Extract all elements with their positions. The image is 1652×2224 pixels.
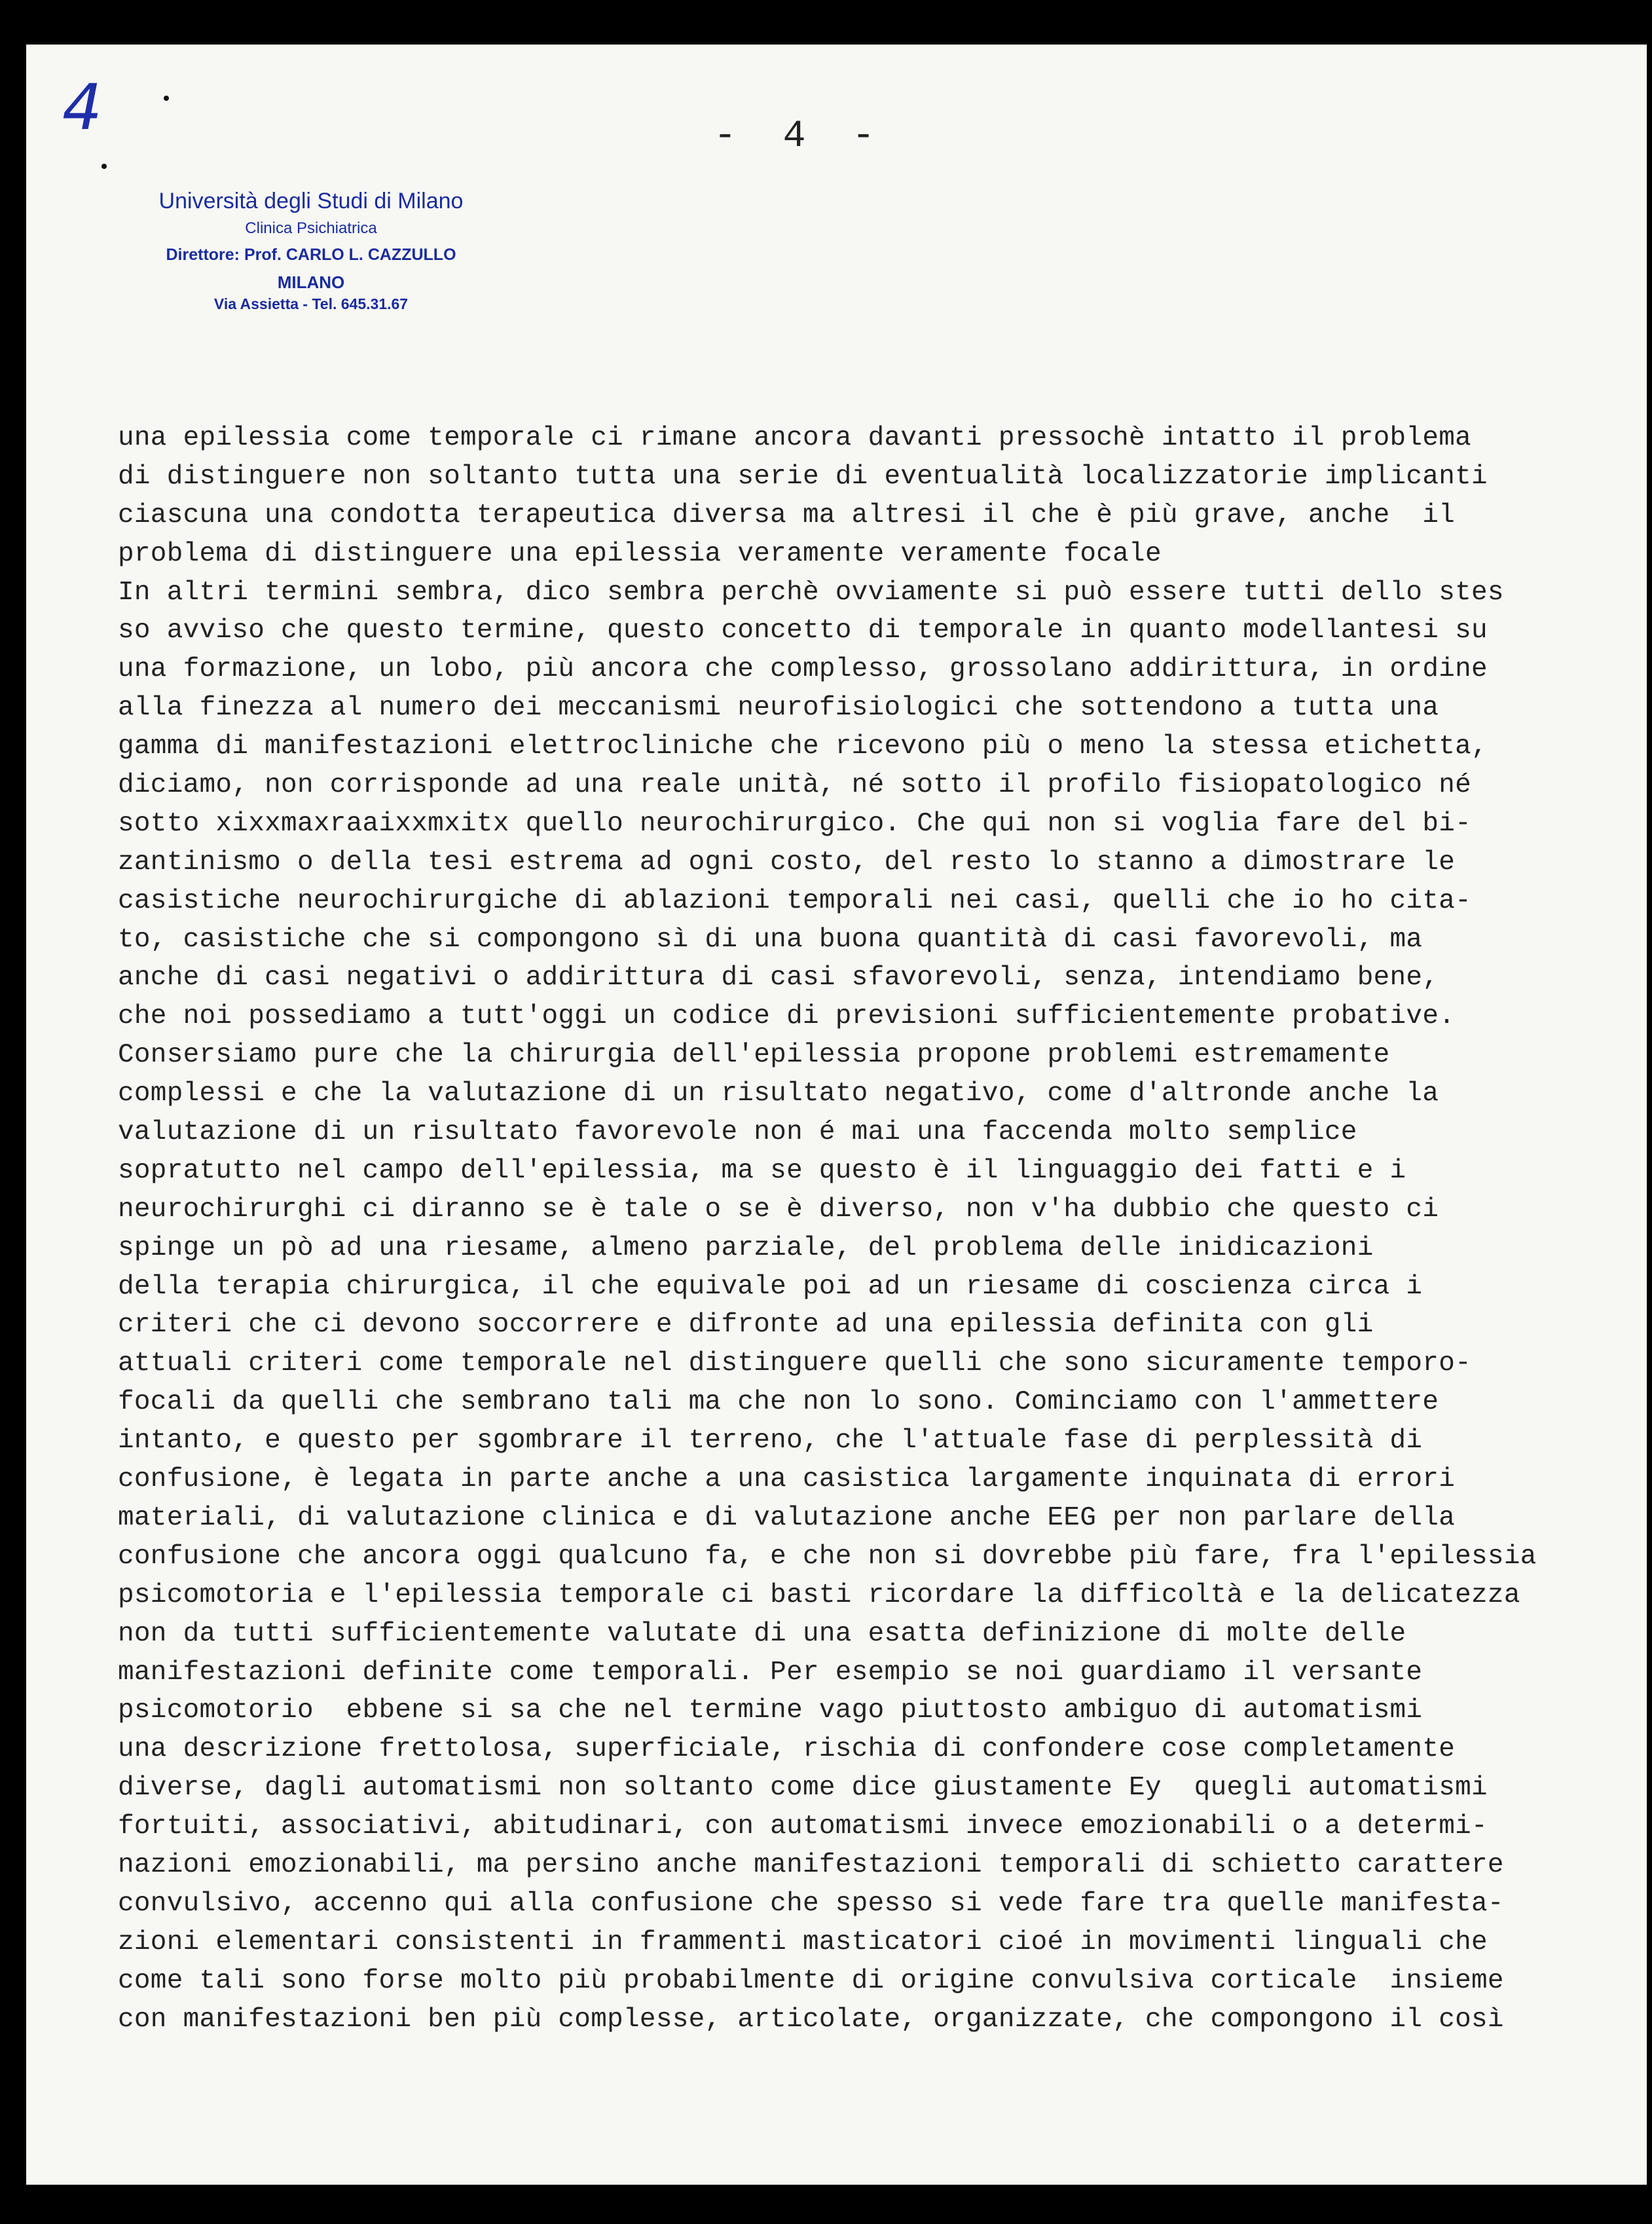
text-line: psicomotoria e l'epilessia temporale ci basti ricordare la difficoltà e la delicatezza	[118, 1580, 1520, 1610]
text-line: come tali sono forse molto più probabilmente di origine convulsiva corticale insieme	[118, 1965, 1504, 1996]
text-line: problema di distinguere una epilessia veramente veramente focale	[118, 538, 1162, 569]
text-line: diverse, dagli automatismi non soltanto come dice giustamente Ey quegli automatismi	[118, 1773, 1488, 1804]
text-line: una epilessia come temporale ci rimane ancora davanti pressochè intatto il problema	[118, 423, 1472, 453]
text-line: con manifestazioni ben più complesse, articolate, organizzate, che compongono il così	[118, 2004, 1504, 2035]
page-number: - 4 -	[714, 115, 887, 158]
text-line: convulsivo, accenno qui alla confusione che spesso si vede fare tra quelle manifesta-	[118, 1888, 1504, 1919]
text-line: intanto, e questo per sgombrare il terreno, che l'attuale fase di perplessità di	[118, 1426, 1423, 1456]
text-line: anche di casi negativi o addirittura di casi sfavorevoli, senza, intendiamo bene,	[118, 963, 1439, 993]
text-line: neurochirurghi ci diranno se è tale o se è diverso, non v'ha dubbio che questo ci	[118, 1194, 1439, 1225]
text-line: confusione che ancora oggi qualcuno fa, e che non si dovrebbe più fare, fra l'epilessia	[118, 1541, 1537, 1572]
text-line: gamma di manifestazioni elettrocliniche che ricevono più o meno la stessa etichetta,	[118, 732, 1488, 762]
text-line: alla finezza al numero dei meccanismi neurofisiologici che sottendono a tutta una	[118, 693, 1439, 724]
letterhead-stamp	[158, 189, 464, 313]
text-line: una formazione, un lobo, più ancora che complesso, grossolano addirittura, in ordine	[118, 654, 1488, 685]
text-line: fortuiti, associativi, abitudinari, con automatismi invece emozionabili o a determi-	[118, 1811, 1488, 1842]
text-line: che noi possediamo a tutt'oggi un codice di previsioni sufficientemente probative.	[118, 1001, 1456, 1032]
text-line: criteri che ci devono soccorrere e difronte ad una epilessia definita con gli	[118, 1310, 1374, 1341]
text-line: confusione, è legata in parte anche a una casistica largamente inquinata di errori	[118, 1464, 1456, 1495]
text-line: complessi e che la valutazione di un risultato negativo, come d'altronde anche la	[118, 1079, 1439, 1109]
text-line: spinge un pò ad una riesame, almeno parziale, del problema delle inidicazioni	[118, 1232, 1374, 1263]
typewritten-body	[118, 419, 1643, 2039]
ink-dot	[101, 164, 107, 169]
letterhead-address: Via Assietta - Tel. 645.31.67	[213, 295, 409, 312]
text-line: della terapia chirurgica, il che equivale poi ad un riesame di coscienza circa i	[118, 1271, 1423, 1302]
letterhead-clinic: Clinica Psichiatrica	[245, 219, 377, 237]
text-line: psicomotorio ebbene si sa che nel termine vago piuttosto ambiguo di automatismi	[118, 1696, 1423, 1726]
document-page	[26, 45, 1647, 2185]
text-line: nazioni emozionabili, ma persino anche manifestazioni temporali di schietto carattere	[118, 1849, 1504, 1880]
text-line: sotto xixxmaxraaixxmxitx quello neurochirurgico. Che qui non si voglia fare del bi-	[118, 808, 1472, 839]
text-line: diciamo, non corrisponde ad una reale unità, né sotto il profilo fisiopatologico né	[118, 770, 1472, 801]
text-line: so avviso che questo termine, questo concetto di temporale in quanto modellantesi su	[118, 616, 1488, 646]
text-line: di distinguere non soltanto tutta una serie di eventualità localizzatorie implicanti	[118, 461, 1488, 492]
text-line: materiali, di valutazione clinica e di valutazione anche EEG per non parlare della	[118, 1502, 1456, 1533]
text-line: focali da quelli che sembrano tali ma che non lo sono. Cominciamo con l'ammettere	[118, 1387, 1439, 1418]
text-line: zioni elementari consistenti in frammenti masticatori cioé in movimenti linguali che	[118, 1927, 1488, 1957]
text-line: non da tutti sufficientemente valutate di una esatta definizione di molte delle	[118, 1618, 1406, 1649]
text-line: casistiche neurochirurgiche di ablazioni temporali nei casi, quelli che io ho cita-	[118, 885, 1472, 916]
handwritten-page-number: 4	[62, 71, 103, 144]
text-line: Consersiamo pure che la chirurgia dell'epilessia propone problemi estremamente	[118, 1040, 1390, 1071]
text-line: to, casistiche che si compongono sì di una buona quantità di casi favorevoli, ma	[118, 924, 1423, 955]
text-line: ciascuna una condotta terapeutica diversa ma altresi il che è più grave, anche il	[118, 500, 1456, 530]
text-line: manifestazioni definite come temporali. Per esempio se noi guardiamo il versante	[118, 1657, 1423, 1688]
letterhead-university: Università degli Studi di Milano	[158, 189, 464, 213]
text-line: una descrizione frettolosa, superficiale, rischia di confondere cose completamente	[118, 1734, 1456, 1765]
text-line: attuali criteri come temporale nel distinguere quelli che sono sicuramente temporo-	[118, 1348, 1472, 1379]
letterhead-city: MILANO	[277, 272, 345, 292]
text-line: valutazione di un risultato favorevole non é mai una faccenda molto semplice	[118, 1117, 1357, 1148]
ink-dot	[164, 96, 169, 101]
letterhead-director: Direttore: Prof. CARLO L. CAZZULLO	[166, 246, 456, 264]
text-line: zantinismo o della tesi estrema ad ogni costo, del resto lo stanno a dimostrare le	[118, 847, 1456, 878]
text-line: In altri termini sembra, dico sembra perchè ovviamente si può essere tutti dello stes	[118, 577, 1504, 608]
text-line: sopratutto nel campo dell'epilessia, ma se questo è il linguaggio dei fatti e i	[118, 1155, 1406, 1186]
